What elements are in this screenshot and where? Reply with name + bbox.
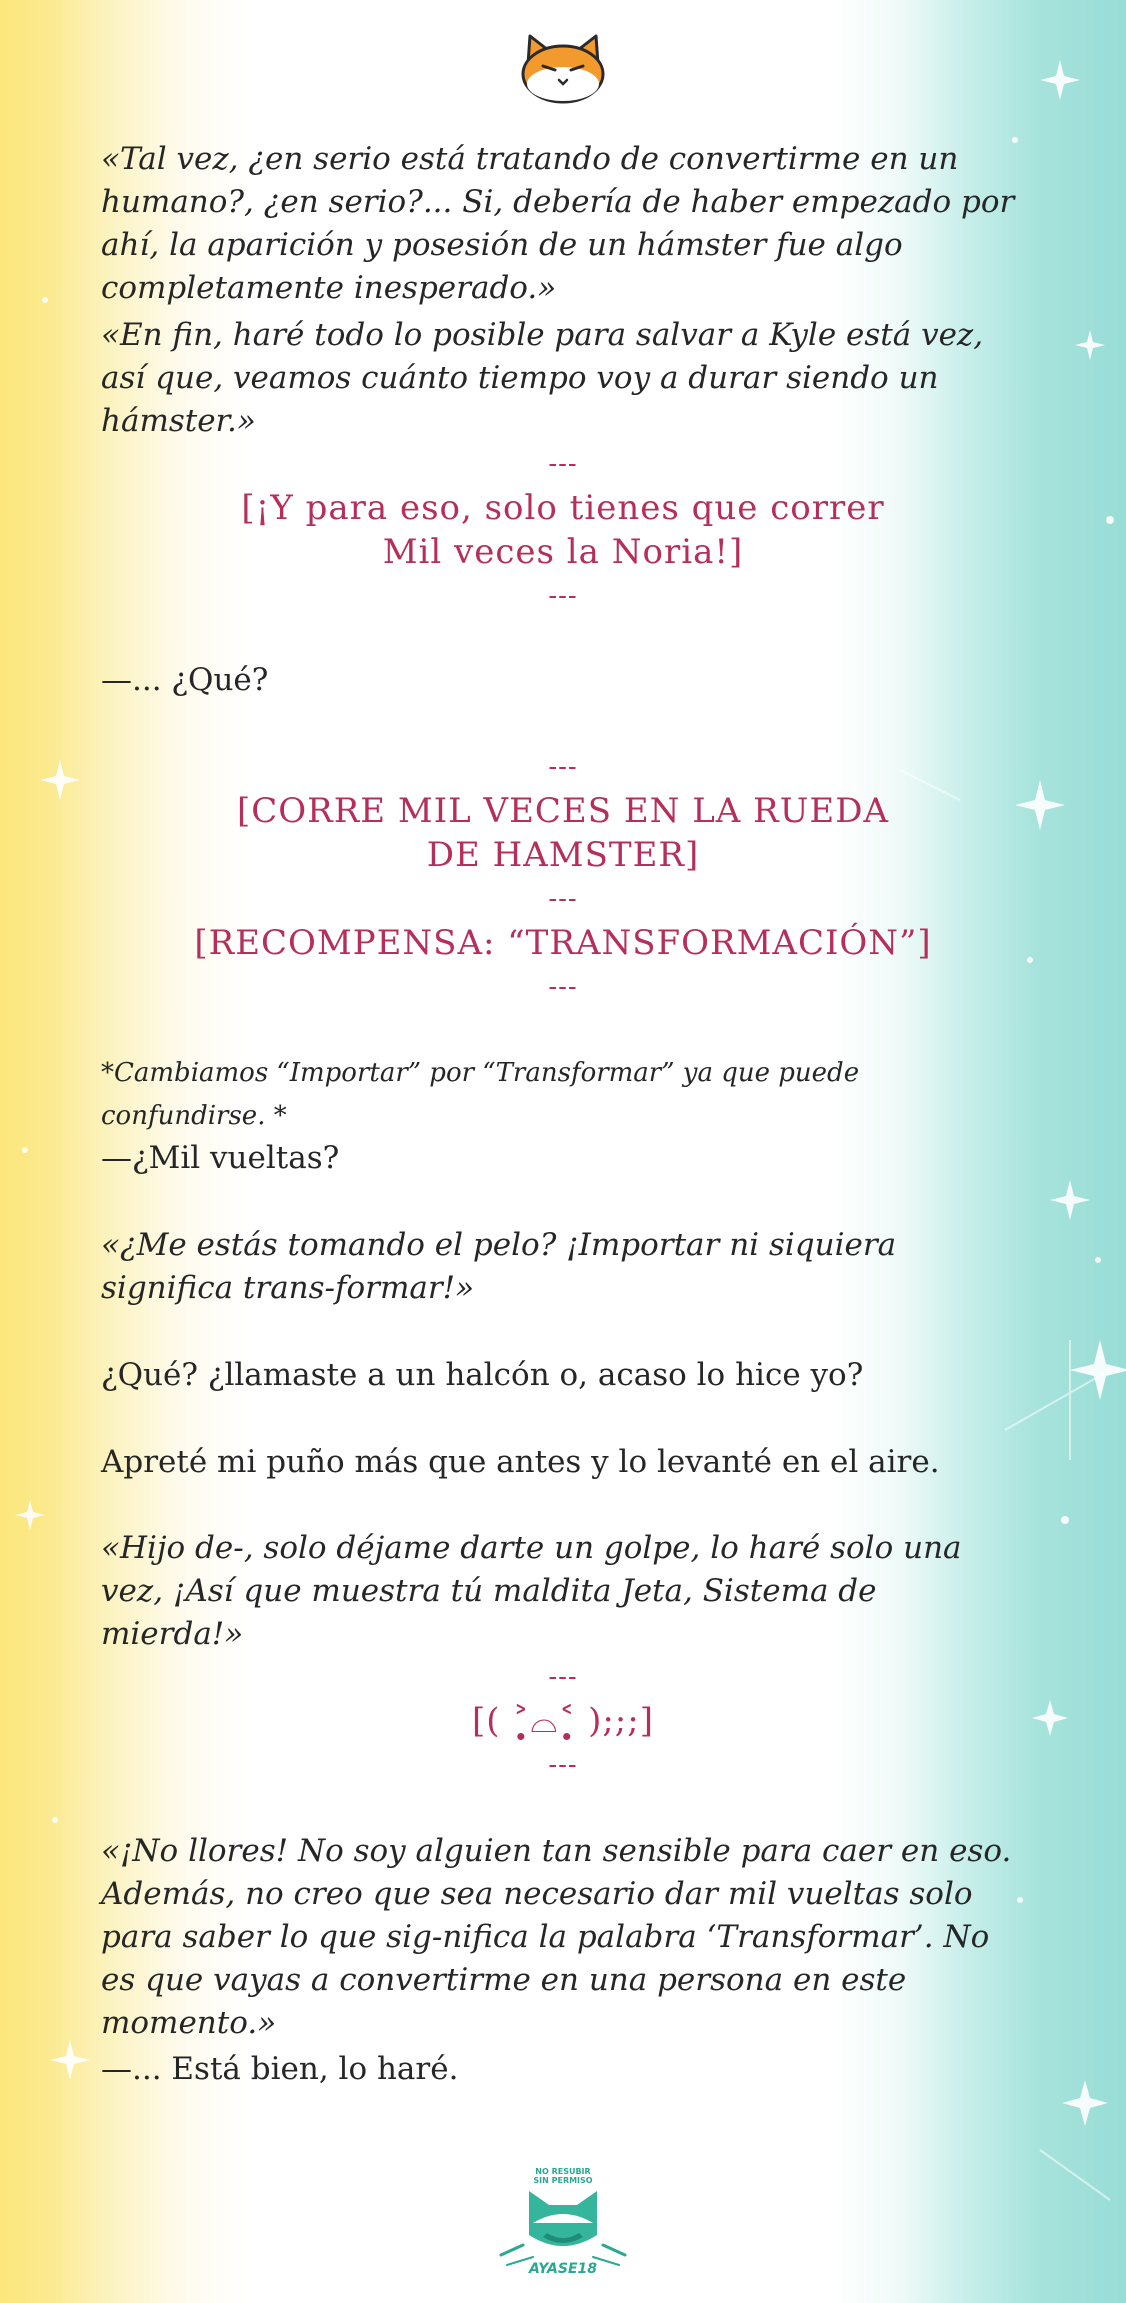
system-line: [¡Y para eso, solo tienes que correr <box>241 488 885 528</box>
dialogue-paragraph: —... ¿Qué? <box>101 662 269 698</box>
system-message <box>0 442 1126 618</box>
system-divider: --- <box>548 752 578 782</box>
system-message <box>0 1655 1126 1787</box>
logo-name-text: AYASE18 <box>529 2261 597 2277</box>
narration-paragraph: Apreté mi puño más que antes y lo levanté en el aire. <box>101 1444 940 1480</box>
dialogue-paragraph: —¿Mil vueltas? <box>101 1140 340 1176</box>
system-line: DE HAMSTER] <box>426 835 700 875</box>
narration-paragraph: «¡No llores! No soy alguien tan sensible para caer en eso. Además, no creo que sea necesario dar mil vueltas solo para saber lo que sig-nifica la palabra ‘Transformar’. No es que vayas a convertirme en una persona en este momento.» <box>101 1833 1012 2041</box>
system-line: [( ˃̣̣̥⌓˂̣̣̥ );;;] <box>472 1701 654 1741</box>
narration-paragraph: ¿Qué? ¿llamaste a un halcón o, acaso lo hice yo? <box>101 1357 864 1393</box>
hamster-face-icon <box>518 30 608 104</box>
narration-paragraph: «En fin, haré todo lo posible para salvar a Kyle está vez, así que, veamos cuánto tiempo voy a durar siendo un hámster.» <box>101 317 984 439</box>
system-divider: --- <box>548 1750 578 1780</box>
system-line: Mil veces la Noria!] <box>382 532 744 572</box>
logo-top-text: NO RESUBIR <box>535 2167 591 2176</box>
narration-paragraph: «Tal vez, ¿en serio está tratando de convertirme en un humano?, ¿en serio?... Si, debería de haber empezado por ahí, la aparición y posesión de un hámster fue algo completamente inesperado.» <box>101 141 1015 306</box>
logo-top-text: SIN PERMISO <box>533 2176 593 2185</box>
system-divider: --- <box>548 972 578 1002</box>
narration-paragraph: «¿Me estás tomando el pelo? ¡Importar ni siquiera significa trans-formar!» <box>101 1227 897 1306</box>
system-divider: --- <box>548 884 578 914</box>
dialogue-paragraph: —... Está bien, lo haré. <box>101 2051 459 2087</box>
system-divider: --- <box>548 581 578 611</box>
system-line: [RECOMPENSA: “TRANSFORMACIÓN”] <box>194 923 932 963</box>
narration-paragraph: «Hijo de-, solo déjame darte un golpe, lo haré solo una vez, ¡Así que muestra tú maldita Jeta, Sistema de mierda!» <box>101 1530 962 1652</box>
system-divider: --- <box>548 449 578 479</box>
cat-head-logo-icon <box>493 2165 633 2280</box>
translator-note: *Cambiamos “Importar” por “Transformar” ya que puede confundirse. * <box>101 1058 860 1131</box>
system-message <box>0 745 1126 1009</box>
system-divider: --- <box>548 1662 578 1692</box>
system-line: [CORRE MIL VECES EN LA RUEDA <box>236 791 890 831</box>
